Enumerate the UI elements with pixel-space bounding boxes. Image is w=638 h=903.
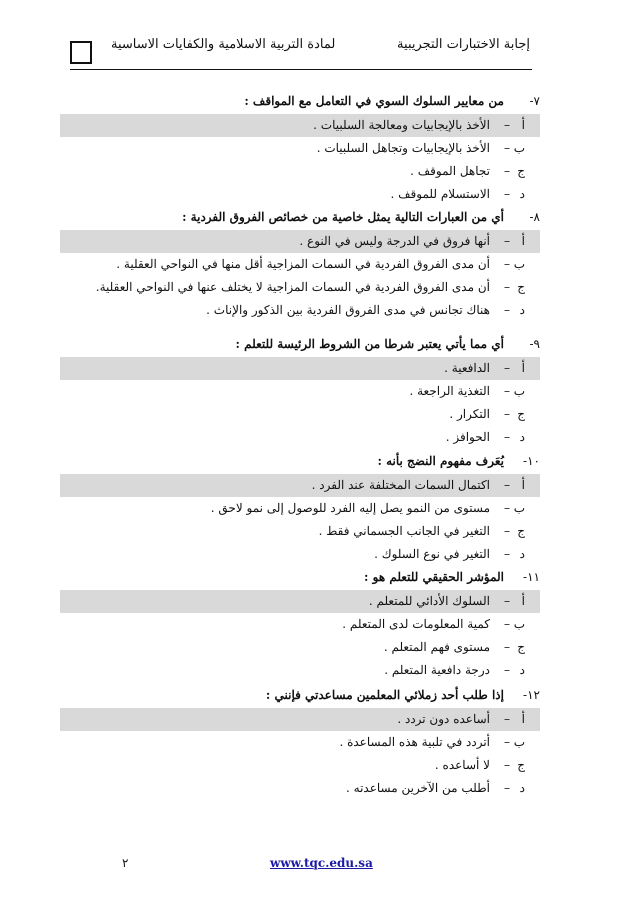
question-number: ١٢-	[523, 688, 540, 702]
option-dash: –	[504, 384, 510, 398]
footer-link[interactable]: www.tqc.edu.sa	[270, 856, 373, 870]
page-header	[70, 34, 532, 72]
option-letter: د	[519, 303, 525, 317]
answer-option	[60, 520, 540, 543]
option-letter: ب	[513, 501, 525, 515]
question-title	[60, 92, 540, 114]
question-text: أي مما يأتي يعتبر شرطا من الشروط الرئيسة للتعلم :	[235, 337, 504, 351]
option-text: أساعده دون تردد .	[397, 712, 490, 726]
question-title	[60, 335, 540, 357]
option-letter: ج	[517, 407, 525, 421]
question-block	[60, 208, 540, 322]
header-box	[70, 41, 92, 64]
option-letter: أ	[521, 712, 525, 726]
question-number: ١٠-	[523, 454, 540, 468]
answer-option	[60, 299, 540, 322]
header-rule	[70, 69, 532, 70]
question-number: ٨-	[529, 210, 540, 224]
option-letter: ب	[513, 735, 525, 749]
option-text: أنها فروق في الدرجة وليس في النوع .	[299, 234, 490, 248]
question-title	[60, 568, 540, 590]
answer-option-correct	[60, 114, 540, 137]
option-letter: ب	[513, 384, 525, 398]
answer-option	[60, 426, 540, 449]
option-letter: أ	[521, 594, 525, 608]
option-text: مستوى فهم المتعلم .	[383, 640, 490, 654]
option-text: تجاهل الموقف .	[410, 164, 490, 178]
question-block	[60, 92, 540, 206]
answer-option-correct	[60, 708, 540, 731]
option-text: الأخذ بالإيجابيات وتجاهل السلبيات .	[316, 141, 490, 155]
option-dash: –	[504, 234, 510, 248]
answer-option	[60, 403, 540, 426]
option-text: درجة دافعية المتعلم .	[384, 663, 490, 677]
option-letter: د	[519, 187, 525, 201]
question-block	[60, 686, 540, 800]
option-letter: ب	[513, 141, 525, 155]
answer-option	[60, 380, 540, 403]
header-subject: لمادة التربية الاسلامية والكفايات الاساسية	[111, 37, 336, 52]
option-dash: –	[504, 617, 510, 631]
option-text: الحوافز .	[445, 430, 490, 444]
answer-option-correct	[60, 590, 540, 613]
option-dash: –	[504, 640, 510, 654]
option-dash: –	[504, 430, 510, 444]
answer-option	[60, 253, 540, 276]
answer-option	[60, 183, 540, 206]
question-block	[60, 568, 540, 682]
option-letter: ج	[517, 640, 525, 654]
question-text: أي من العبارات التالية يمثل خاصية من خصائص الفروق الفردية :	[182, 210, 504, 224]
answer-option	[60, 276, 540, 299]
option-letter: ج	[517, 164, 525, 178]
answer-option	[60, 497, 540, 520]
answer-option-correct	[60, 230, 540, 253]
option-text: السلوك الأدائي للمتعلم .	[368, 594, 490, 608]
answer-option-correct	[60, 474, 540, 497]
option-text: التغذية الراجعة .	[409, 384, 490, 398]
option-letter: ب	[513, 617, 525, 631]
question-text: من معايير السلوك السوي في التعامل مع المواقف :	[244, 94, 504, 108]
option-dash: –	[504, 501, 510, 515]
question-number: ١١-	[523, 570, 540, 584]
option-text: أن مدى الفروق الفردية في السمات المزاجية أقل منها في النواحي العقلية .	[116, 257, 490, 271]
answer-option	[60, 636, 540, 659]
option-text: اكتمال السمات المختلفة عند الفرد .	[311, 478, 490, 492]
question-text: المؤشر الحقيقي للتعلم هو :	[364, 570, 504, 584]
header-title: إجابة الاختبارات التجريبية	[397, 37, 530, 52]
question-title	[60, 208, 540, 230]
option-dash: –	[504, 663, 510, 677]
question-number: ٩-	[529, 337, 540, 351]
option-text: الدافعية .	[444, 361, 490, 375]
option-text: مستوى من النمو يصل إليه الفرد للوصول إلى نمو لاحق .	[210, 501, 490, 515]
option-letter: أ	[521, 361, 525, 375]
option-dash: –	[504, 781, 510, 795]
option-letter: د	[519, 781, 525, 795]
answer-option	[60, 613, 540, 636]
option-text: أتردد في تلبية هذه المساعدة .	[339, 735, 490, 749]
option-letter: أ	[521, 478, 525, 492]
option-dash: –	[504, 735, 510, 749]
option-dash: –	[504, 257, 510, 271]
option-dash: –	[504, 118, 510, 132]
option-dash: –	[504, 280, 510, 294]
answer-option	[60, 543, 540, 566]
question-block	[60, 452, 540, 566]
option-dash: –	[504, 361, 510, 375]
option-text: لا أساعده .	[434, 758, 490, 772]
question-text: يُعَرف مفهوم النضج بأنه :	[377, 454, 504, 468]
option-dash: –	[504, 712, 510, 726]
option-letter: د	[519, 663, 525, 677]
option-dash: –	[504, 407, 510, 421]
option-dash: –	[504, 547, 510, 561]
option-dash: –	[504, 478, 510, 492]
page-number: ٢	[122, 856, 129, 870]
option-letter: أ	[521, 118, 525, 132]
option-text: التغير في الجانب الجسماني فقط .	[318, 524, 490, 538]
option-dash: –	[504, 187, 510, 201]
option-dash: –	[504, 758, 510, 772]
option-text: أن مدى الفروق الفردية في السمات المزاجية لا يختلف عنها في النواحي العقلية.	[95, 280, 490, 294]
option-letter: د	[519, 430, 525, 444]
question-block	[60, 335, 540, 449]
question-title	[60, 686, 540, 708]
option-letter: ج	[517, 758, 525, 772]
question-text: إذا طلب أحد زملائي المعلمين مساعدتي فإنني :	[265, 688, 504, 702]
option-dash: –	[504, 164, 510, 178]
option-letter: ج	[517, 524, 525, 538]
answer-option	[60, 754, 540, 777]
answer-option	[60, 160, 540, 183]
option-text: التكرار .	[449, 407, 490, 421]
option-dash: –	[504, 524, 510, 538]
option-text: الأخذ بالإيجابيات ومعالجة السلبيات .	[313, 118, 490, 132]
option-dash: –	[504, 141, 510, 155]
option-letter: د	[519, 547, 525, 561]
answer-option-correct	[60, 357, 540, 380]
option-letter: أ	[521, 234, 525, 248]
question-number: ٧-	[529, 94, 540, 108]
question-title	[60, 452, 540, 474]
option-letter: ج	[517, 280, 525, 294]
option-text: هناك تجانس في مدى الفروق الفردية بين الذكور والإناث .	[206, 303, 490, 317]
option-text: أطلب من الآخرين مساعدته .	[346, 781, 490, 795]
answer-option	[60, 777, 540, 800]
option-dash: –	[504, 303, 510, 317]
answer-option	[60, 659, 540, 682]
option-text: التغير في نوع السلوك .	[374, 547, 490, 561]
option-letter: ب	[513, 257, 525, 271]
answer-option	[60, 137, 540, 160]
answer-option	[60, 731, 540, 754]
option-dash: –	[504, 594, 510, 608]
option-text: الاستسلام للموقف .	[390, 187, 490, 201]
option-text: كمية المعلومات لدى المتعلم .	[342, 617, 490, 631]
